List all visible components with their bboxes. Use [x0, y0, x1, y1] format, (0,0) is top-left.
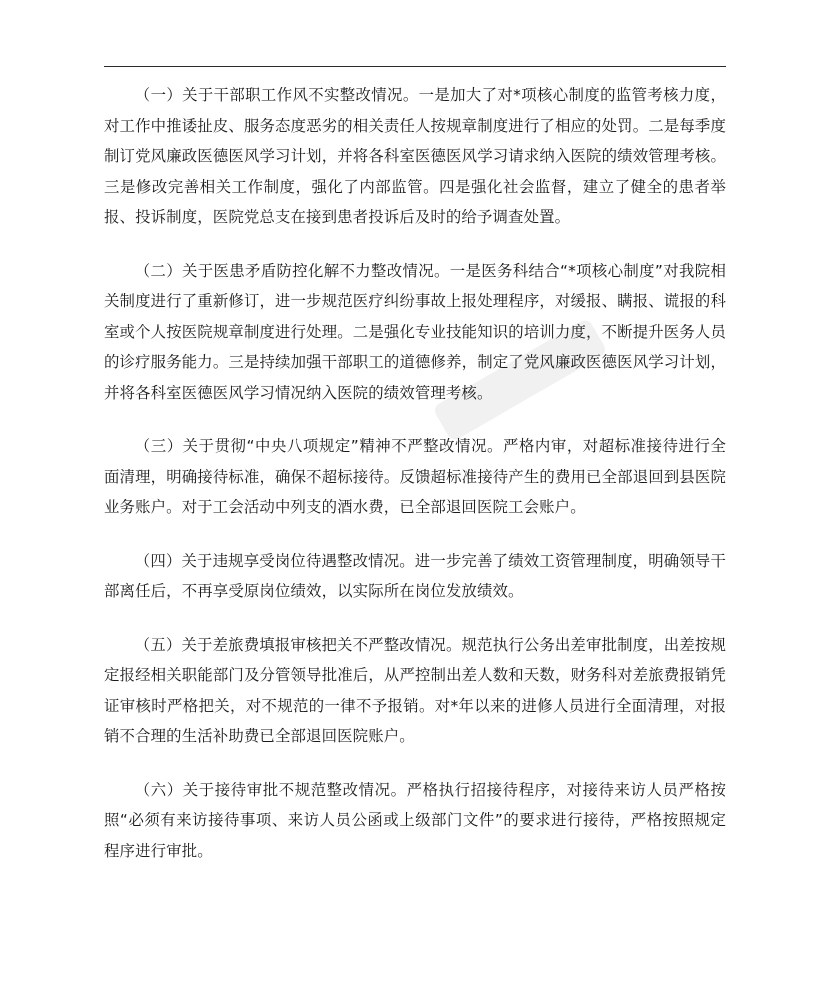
paragraph-1: （一）关于干部职工作风不实整改情况。一是加大了对*项核心制度的监管考核力度，对工作中推诿扯皮、服务态度恶劣的相关责任人按规章制度进行了相应的处罚。二是每季度制订党风廉政医德医风学习计划，并将各科室医德医风学习请求纳入医院的绩效管理考核。三是修改完善相关工作制度，强化了内部监管。四是强化社会监督，建立了健全的患者举报、投诉制度，医院党总支在接到患者投诉后及时的给予调查处置。: [104, 86, 726, 226]
paragraph-6: （六）关于接待审批不规范整改情况。严格执行招接待程序，对接待来访人员严格按照“必须有来访接待事项、来访人员公函或上级部门文件”的要求进行接待，严格按照规定程序进行审批。: [104, 780, 726, 860]
document-body: [104, 80, 726, 889]
paragraph-5: （五）关于差旅费填报审核把关不严整改情况。规范执行公务出差审批制度，出差按规定报经相关职能部门及分管领导批准后，从严控制出差人数和天数，财务科对差旅费报销凭证审核时严格把关，对不规范的一律不予报销。对*年以来的进修人员进行全面清理，对报销不合理的生活补助费已全部退回医院账户。: [104, 635, 726, 745]
paragraph-2: （二）关于医患矛盾防控化解不力整改情况。一是医务科结合“*项核心制度”对我院相关制度进行了重新修订，进一步规范医疗纠纷事故上报处理程序，对缓报、瞒报、谎报的科室或个人按医院规章制度进行处理。二是强化专业技能知识的培训力度，不断提升医务人员的诊疗服务能力。三是持续加强干部职工的道德修养，制定了党风廉政医德医风学习计划，并将各科室医德医风学习情况纳入医院的绩效管理考核。: [104, 261, 726, 402]
header-rule: [104, 66, 726, 67]
paragraph-3: （三）关于贯彻“中央八项规定”精神不严整改情况。严格内审，对超标准接待进行全面清理，明确接待标准，确保不超标接待。反馈超标准接待产生的费用已全部退回到县医院业务账户。对于工会活动中列支的酒水费，已全部退回医院工会账户。: [104, 437, 726, 516]
paragraph-4: （四）关于违规享受岗位待遇整改情况。进一步完善了绩效工资管理制度，明确领导干部离任后，不再享受原岗位绩效，以实际所在岗位发放绩效。: [104, 551, 726, 600]
